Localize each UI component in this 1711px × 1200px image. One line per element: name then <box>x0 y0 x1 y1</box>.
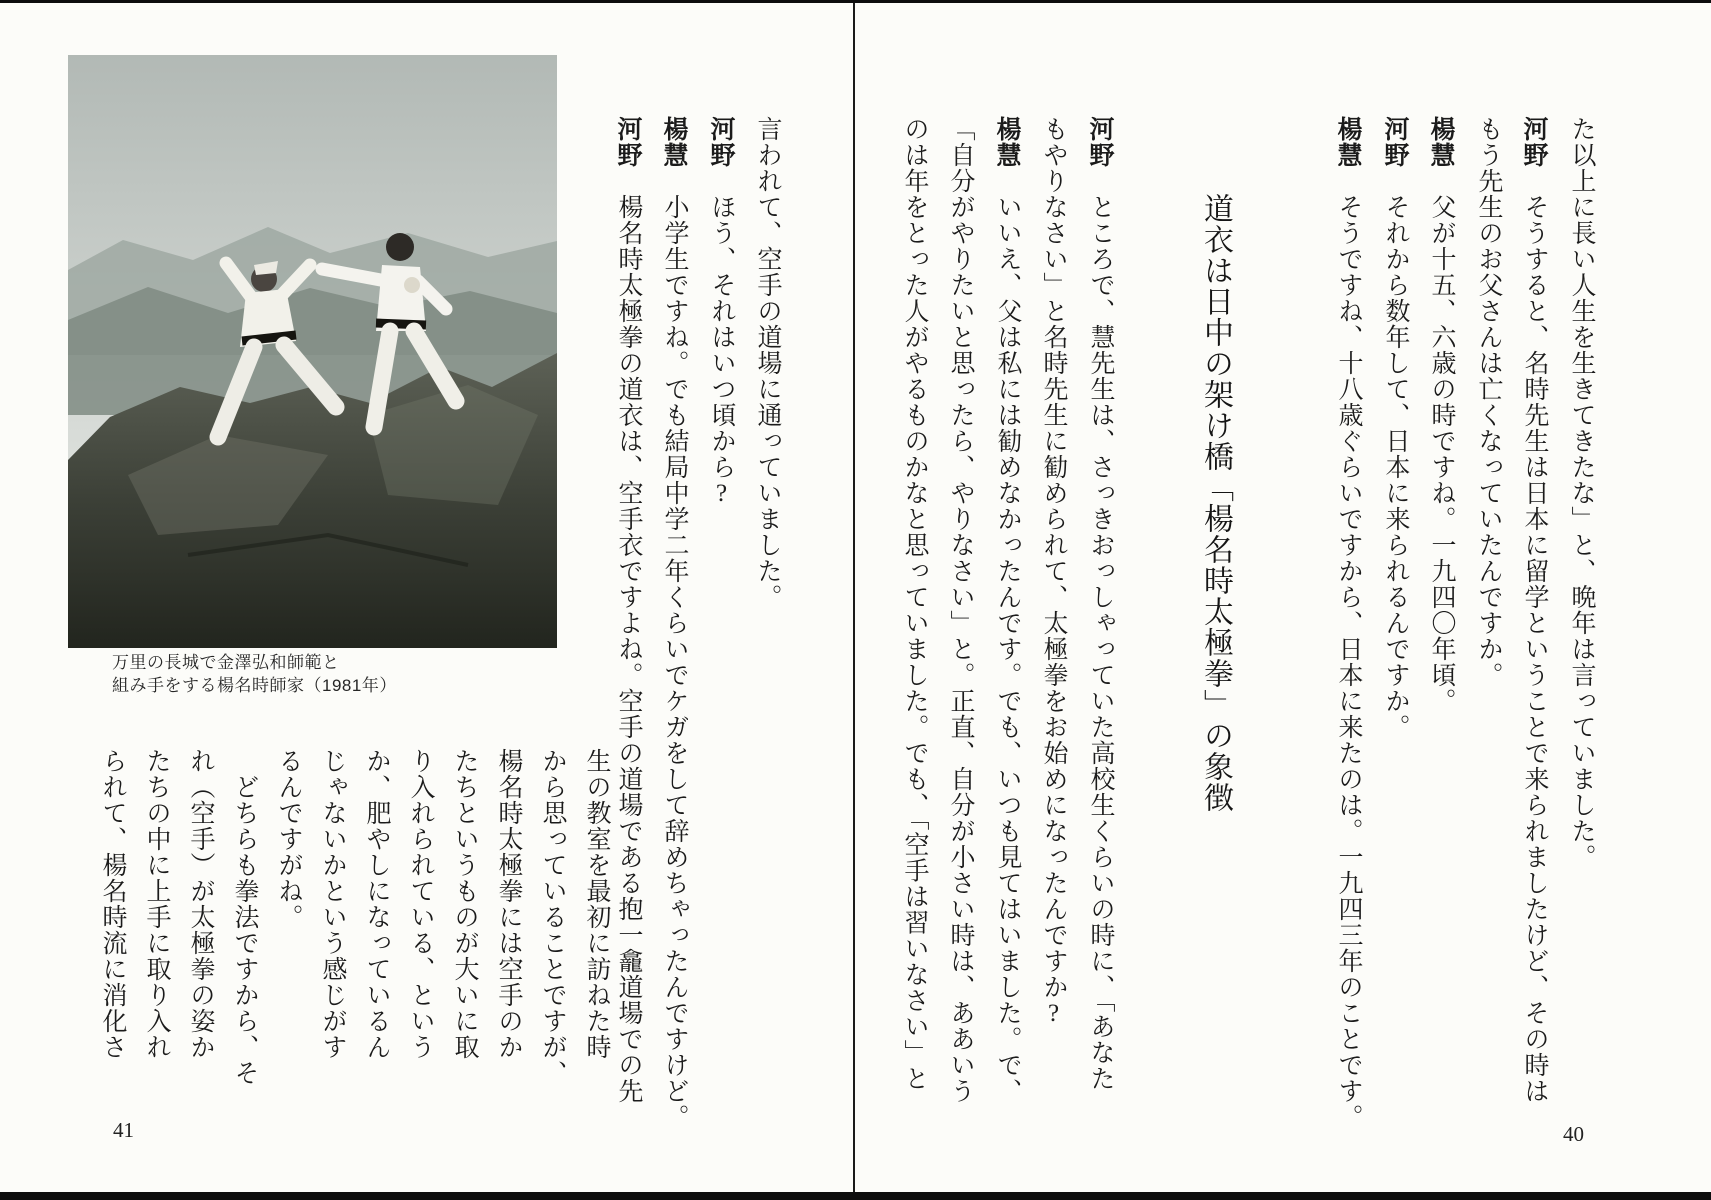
text-column: られて、楊名時流に消化さ <box>99 748 126 1060</box>
scan-edge-bottom <box>0 1192 1711 1200</box>
speaker-label: 楊慧 <box>1334 116 1362 168</box>
text-column <box>1426 116 1456 714</box>
column-text: それから数年して、日本に来られるんですか。 <box>1382 168 1409 740</box>
column-text: そうですね、十八歳ぐらいですから、日本に来たのは。一九四三年のことです。 <box>1335 168 1362 1130</box>
column-text: そうすると、名時先生は日本に留学ということで来られましたけど、その時は <box>1521 168 1548 1104</box>
column-text: ところで、慧先生は、さっきおっしゃっていた高校生くらいの時に、「あなた <box>1087 168 1114 1092</box>
photo-great-wall-kumite <box>68 55 557 648</box>
column-text: た以上に長い人生を生きてきたな」と、晩年は言っていました。 <box>1568 116 1595 870</box>
text-column: たちというものが大いに取 <box>451 748 478 1060</box>
text-column <box>1333 116 1363 1130</box>
speaker-label: 河野 <box>614 116 642 168</box>
text-column: か、肥やしになっているん <box>363 748 390 1060</box>
text-column <box>613 116 643 1104</box>
text-column <box>899 116 929 1092</box>
text-column: じゃないかという感じがす <box>319 748 346 1060</box>
page-number-40: 40 <box>1563 1122 1584 1146</box>
speaker-label: 河野 <box>1520 116 1548 168</box>
text-column <box>1566 116 1596 870</box>
speaker-label: 楊慧 <box>993 116 1021 168</box>
page-number-41: 41 <box>113 1118 134 1142</box>
text-column <box>706 116 736 508</box>
column-text: ほう、それはいつ頃から? <box>708 168 735 508</box>
column-text: いいえ、父は私には勧めなかったんです。でも、いつも見てはいました。で、 <box>994 168 1021 1104</box>
photo-caption-line2: 組み手をする楊名時師家（1981年） <box>112 676 397 695</box>
text-column: たちの中に上手に取り入れ <box>143 748 170 1060</box>
photo-illustration <box>68 55 557 648</box>
text-column: り入れられている、という <box>407 748 434 1060</box>
text-column: れ（空手）が太極拳の姿か <box>187 748 214 1060</box>
text-column <box>1519 116 1549 1104</box>
text-column: から思っていることですが、 <box>539 748 566 1086</box>
column-text: 言われて、空手の道場に通っていました。 <box>754 116 781 610</box>
column-text: のは年をとった人がやるものかなと思っていました。でも、「空手は習いなさい」と <box>901 116 928 1092</box>
speaker-label: 河野 <box>1086 116 1114 168</box>
photo-caption-line1: 万里の長城で金澤弘和師範と <box>112 653 340 672</box>
text-column <box>1085 116 1115 1092</box>
text-column <box>659 116 689 1130</box>
column-text: もう先生のお父さんは亡くなっていたんですか。 <box>1475 116 1502 688</box>
text-column: 楊名時太極拳には空手のか <box>495 748 522 1060</box>
photo-caption <box>112 651 397 697</box>
column-text: もやりなさい」と名時先生に勧められて、太極拳をお始めになったんですか? <box>1040 116 1067 1028</box>
column-text: 父が十五、六歳の時ですね。一九四〇年頃。 <box>1428 168 1455 714</box>
text-column <box>992 116 1022 1104</box>
text-column <box>945 116 975 1104</box>
section-heading: 道衣は日中の架け橋「楊名時太極拳」の象徴 <box>1199 193 1232 813</box>
text-column <box>1380 116 1410 740</box>
text-column <box>1038 116 1068 1028</box>
scan-edge-top <box>0 0 1711 3</box>
text-column: どちらも拳法ですから、そ <box>231 748 258 1086</box>
speaker-label: 楊慧 <box>1427 116 1455 168</box>
column-text: 「自分がやりたいと思ったら、やりなさい」と。正直、自分が小さい時は、ああいう <box>947 116 974 1104</box>
column-text: 小学生ですね。でも結局中学二年くらいでケガをして辞めちゃったんですけど。 <box>661 168 688 1130</box>
text-column <box>1473 116 1503 688</box>
speaker-label: 楊慧 <box>660 116 688 168</box>
text-column: 生の教室を最初に訪ねた時 <box>583 748 610 1060</box>
text-column: るんですがね。 <box>275 748 302 930</box>
text-column <box>752 116 782 610</box>
column-text: 楊名時太極拳の道衣は、空手衣ですよね。空手の道場である抱一龕道場での先 <box>615 168 642 1104</box>
page-gutter-line <box>853 0 855 1200</box>
speaker-label: 河野 <box>707 116 735 168</box>
speaker-label: 河野 <box>1381 116 1409 168</box>
